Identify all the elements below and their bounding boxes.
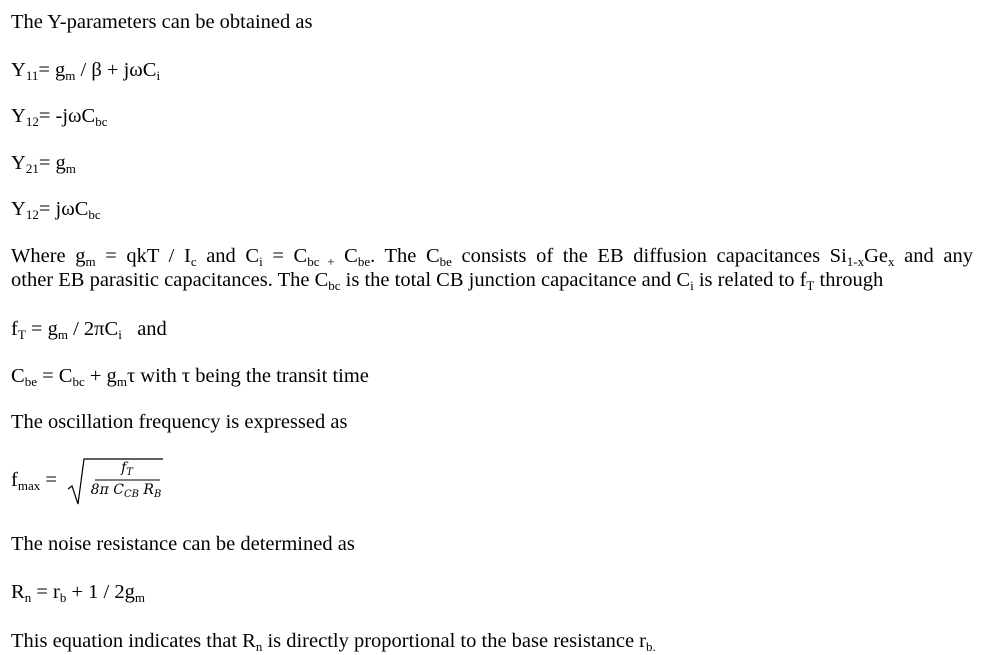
rn-equation: $R_n = r_b + 1 / 2g_m$ xyxy=(11,581,145,605)
where-line-1: Where $g_m$ = qkT / $I_c$ and $C_i = C_{bc}$ $_+$ $C_{be}$. The $C_{be}$ consists of the EB diffusion capacitances $Si_{1-x}Ge_x$ and any xyxy=(11,245,973,269)
cbe-equation: $C_{be} = C_{bc} + g_m\tau$ with τ being the transit time xyxy=(11,365,369,389)
y21-equation: $Y_{21}= g_m$ xyxy=(11,152,76,176)
where-line-2: other EB parasitic capacitances. The $C_{bc}$ is the total CB junction capacitance and $C_i$ is related to $f_T$ through xyxy=(11,269,884,293)
where-paragraph xyxy=(11,244,973,292)
ft-equation: $f_T = g_m / 2\pi C_i$ and xyxy=(11,318,167,342)
noise-text: The noise resistance can be determined as xyxy=(11,533,355,555)
oscillation-text: The oscillation frequency is expressed as xyxy=(11,411,348,433)
y12-equation: $Y_{12}= -j\omega C_{bc}$ xyxy=(11,105,108,129)
conclusion-text: This equation indicates that $R_n$ is directly proportional to the base resistance $r_{b.}$ xyxy=(11,630,656,654)
y11-equation: $Y_{11}= g_m / \beta + j\omega C_i$ xyxy=(11,59,161,83)
square-root xyxy=(65,456,165,508)
fraction-numerator: $f_T$ xyxy=(121,460,133,478)
fraction-denominator: 8π $C_{CB}$ $R_B$ xyxy=(90,482,162,500)
intro-text: The Y-parameters can be obtained as xyxy=(11,11,313,33)
y12-second-equation: $Y_{12}= j\omega C_{bc}$ xyxy=(11,198,101,222)
fmax-lhs: $f_{max}$ = xyxy=(11,469,57,493)
